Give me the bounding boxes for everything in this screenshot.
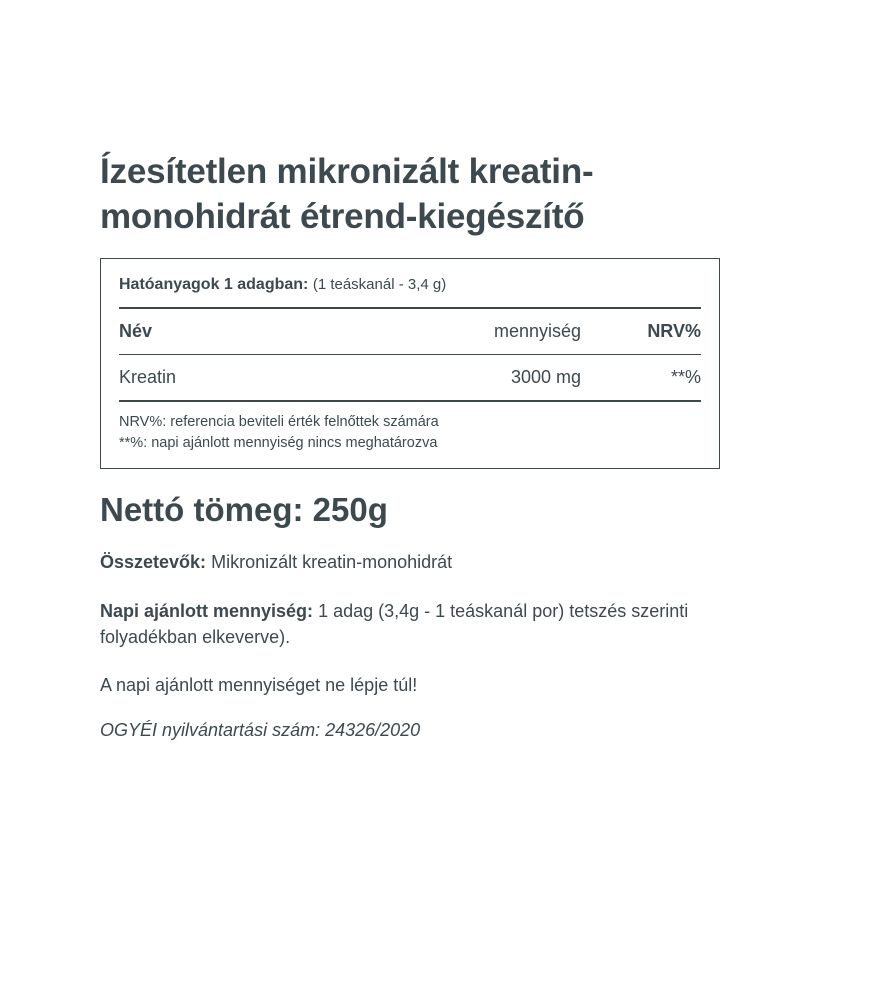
supplement-facts-box xyxy=(100,258,720,470)
column-header-nrv: NRV% xyxy=(647,321,701,342)
ingredients-value: Mikronizált kreatin-monohidrát xyxy=(211,552,453,573)
table-header-row xyxy=(119,309,701,355)
column-header-name: Név xyxy=(119,321,153,342)
serving-size-note: (1 teáskanál - 3,4 g) xyxy=(312,275,447,293)
table-row xyxy=(119,355,701,402)
registry-number: OGYÉI nyilvántartási szám: 24326/2020 xyxy=(100,719,421,740)
ingredients-paragraph xyxy=(100,549,740,575)
serving-size-label: Hatóanyagok 1 adagban: xyxy=(119,275,309,293)
column-header-quantity: mennyiség xyxy=(493,321,581,342)
nutrient-quantity: 3000 mg xyxy=(510,367,581,388)
dosage-label: Napi ajánlott mennyiség: xyxy=(100,600,314,621)
ingredients-label: Összetevők: xyxy=(100,552,207,573)
warning-text: A napi ajánlott mennyiséget ne lépje túl! xyxy=(100,674,418,695)
nutrient-nrv: **% xyxy=(670,367,701,388)
footnotes xyxy=(119,402,701,454)
footnote-nrv: NRV%: referencia beviteli érték felnőttek számára xyxy=(119,414,439,431)
page-title: Ízesítetlen mikronizált kreatin-monohidrát étrend-kiegészítő xyxy=(100,152,594,236)
net-weight: Nettó tömeg: 250g xyxy=(100,491,388,529)
nutrient-name: Kreatin xyxy=(119,367,177,388)
dosage-paragraph xyxy=(100,598,740,650)
serving-size-line xyxy=(119,275,701,310)
footnote-asterisk: **%: napi ajánlott mennyiség nincs meghatározva xyxy=(119,435,438,452)
dosage-value: 1 adag (3,4g - 1 teáskanál por) tetszés szerinti folyadékban elkeverve). xyxy=(100,600,689,647)
